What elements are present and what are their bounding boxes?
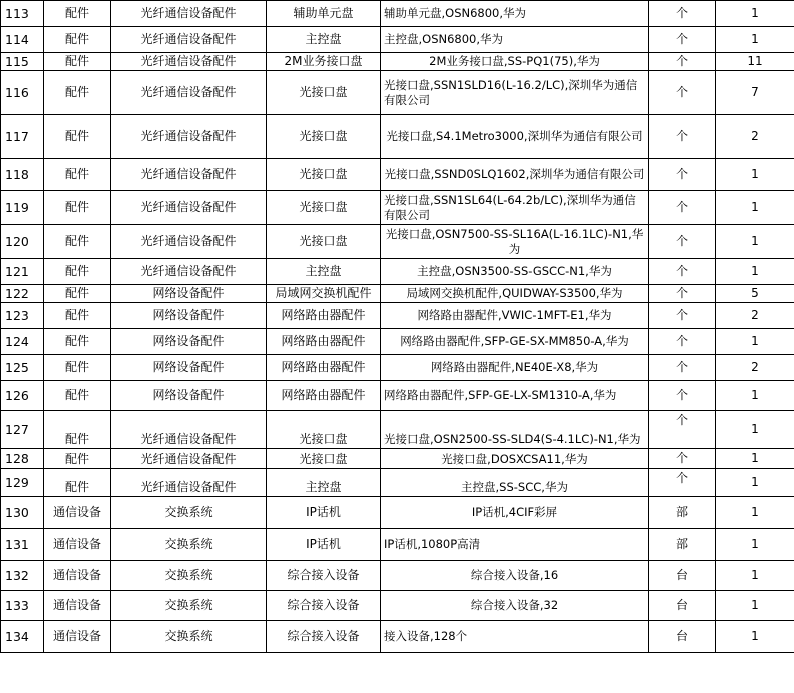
category: 通信设备 [44, 591, 111, 621]
equipment-type: 光纤通信设备配件 [111, 225, 267, 259]
category: 配件 [44, 449, 111, 469]
item-spec: 网络路由器配件,SFP-GE-SX-MM850-A,华为 [381, 329, 649, 355]
unit: 个 [649, 303, 716, 329]
item-spec: 光接口盘,DOSXCSA11,华为 [381, 449, 649, 469]
unit: 个 [649, 115, 716, 159]
row-number: 116 [1, 71, 44, 115]
equipment-type: 网络设备配件 [111, 303, 267, 329]
equipment-type: 光纤通信设备配件 [111, 469, 267, 497]
table-row [1, 71, 794, 115]
row-number: 115 [1, 53, 44, 71]
table-row [1, 1, 794, 27]
quantity: 2 [716, 303, 794, 329]
category: 配件 [44, 469, 111, 497]
item-spec: 网络路由器配件,NE40E-X8,华为 [381, 355, 649, 381]
item-spec: 2M业务接口盘,SS-PQ1(75),华为 [381, 53, 649, 71]
table-row [1, 591, 794, 621]
equipment-type: 网络设备配件 [111, 285, 267, 303]
quantity: 1 [716, 449, 794, 469]
quantity: 1 [716, 259, 794, 285]
unit: 个 [649, 53, 716, 71]
table-row [1, 259, 794, 285]
unit: 部 [649, 497, 716, 529]
equipment-type: 光纤通信设备配件 [111, 1, 267, 27]
unit: 台 [649, 591, 716, 621]
unit: 个 [649, 329, 716, 355]
row-number: 128 [1, 449, 44, 469]
equipment-type: 交换系统 [111, 529, 267, 561]
quantity: 2 [716, 115, 794, 159]
unit: 个 [649, 27, 716, 53]
unit: 个 [649, 469, 716, 497]
row-number: 131 [1, 529, 44, 561]
item-spec: 光接口盘,S4.1Metro3000,深圳华为通信有限公司 [381, 115, 649, 159]
category: 配件 [44, 285, 111, 303]
item-spec: 综合接入设备,16 [381, 561, 649, 591]
item-spec: 光接口盘,SSN1SLD16(L-16.2/LC),深圳华为通信有限公司 [381, 71, 649, 115]
item-name: 综合接入设备 [267, 591, 381, 621]
item-spec: 网络路由器配件,SFP-GE-LX-SM1310-A,华为 [381, 381, 649, 411]
unit: 个 [649, 449, 716, 469]
row-number: 125 [1, 355, 44, 381]
category: 配件 [44, 259, 111, 285]
category: 配件 [44, 381, 111, 411]
item-name: 综合接入设备 [267, 621, 381, 653]
row-number: 133 [1, 591, 44, 621]
item-spec: 光接口盘,OSN7500-SS-SL16A(L-16.1LC)-N1,华为 [381, 225, 649, 259]
table-row [1, 329, 794, 355]
category: 通信设备 [44, 497, 111, 529]
table-row [1, 115, 794, 159]
category: 配件 [44, 303, 111, 329]
quantity: 1 [716, 497, 794, 529]
category: 通信设备 [44, 621, 111, 653]
quantity: 1 [716, 529, 794, 561]
table-row [1, 303, 794, 329]
row-number: 123 [1, 303, 44, 329]
table-row [1, 449, 794, 469]
category: 配件 [44, 411, 111, 449]
item-name: 光接口盘 [267, 115, 381, 159]
quantity: 1 [716, 27, 794, 53]
table-row [1, 561, 794, 591]
category: 配件 [44, 225, 111, 259]
category: 配件 [44, 71, 111, 115]
item-name: IP话机 [267, 497, 381, 529]
table-row [1, 27, 794, 53]
item-spec: IP话机,4CIF彩屏 [381, 497, 649, 529]
row-number: 134 [1, 621, 44, 653]
row-number: 122 [1, 285, 44, 303]
table-row [1, 355, 794, 381]
item-name: 局域网交换机配件 [267, 285, 381, 303]
row-number: 132 [1, 561, 44, 591]
equipment-type: 光纤通信设备配件 [111, 449, 267, 469]
item-name: 网络路由器配件 [267, 355, 381, 381]
table-row [1, 285, 794, 303]
item-name: 光接口盘 [267, 191, 381, 225]
unit: 部 [649, 529, 716, 561]
item-name: 主控盘 [267, 259, 381, 285]
item-spec: 光接口盘,SSN1SL64(L-64.2b/LC),深圳华为通信有限公司 [381, 191, 649, 225]
unit: 台 [649, 621, 716, 653]
row-number: 129 [1, 469, 44, 497]
item-spec: 网络路由器配件,VWIC-1MFT-E1,华为 [381, 303, 649, 329]
item-name: 网络路由器配件 [267, 303, 381, 329]
quantity: 1 [716, 1, 794, 27]
item-spec: 光接口盘,OSN2500-SS-SLD4(S-4.1LC)-N1,华为 [381, 411, 649, 449]
item-name: 主控盘 [267, 469, 381, 497]
row-number: 126 [1, 381, 44, 411]
unit: 个 [649, 285, 716, 303]
item-spec: IP话机,1080P高清 [381, 529, 649, 561]
category: 配件 [44, 159, 111, 191]
table-row [1, 469, 794, 497]
quantity: 11 [716, 53, 794, 71]
table-row [1, 381, 794, 411]
quantity: 1 [716, 329, 794, 355]
unit: 个 [649, 71, 716, 115]
item-spec: 主控盘,SS-SCC,华为 [381, 469, 649, 497]
item-name: 网络路由器配件 [267, 381, 381, 411]
item-spec: 辅助单元盘,OSN6800,华为 [381, 1, 649, 27]
unit: 个 [649, 1, 716, 27]
quantity: 2 [716, 355, 794, 381]
unit: 个 [649, 355, 716, 381]
equipment-type: 交换系统 [111, 561, 267, 591]
unit: 台 [649, 561, 716, 591]
category: 配件 [44, 329, 111, 355]
table-row [1, 621, 794, 653]
equipment-type: 光纤通信设备配件 [111, 159, 267, 191]
equipment-type: 网络设备配件 [111, 329, 267, 355]
equipment-type: 交换系统 [111, 621, 267, 653]
quantity: 1 [716, 561, 794, 591]
item-name: 光接口盘 [267, 71, 381, 115]
table-row [1, 191, 794, 225]
table-row [1, 159, 794, 191]
item-spec: 局域网交换机配件,QUIDWAY-S3500,华为 [381, 285, 649, 303]
table-row [1, 411, 794, 449]
row-number: 130 [1, 497, 44, 529]
category: 配件 [44, 1, 111, 27]
equipment-type: 光纤通信设备配件 [111, 27, 267, 53]
unit: 个 [649, 259, 716, 285]
row-number: 120 [1, 225, 44, 259]
item-name: 综合接入设备 [267, 561, 381, 591]
item-spec: 综合接入设备,32 [381, 591, 649, 621]
unit: 个 [649, 225, 716, 259]
equipment-type: 光纤通信设备配件 [111, 191, 267, 225]
equipment-type: 网络设备配件 [111, 355, 267, 381]
row-number: 118 [1, 159, 44, 191]
equipment-type: 网络设备配件 [111, 381, 267, 411]
equipment-type: 光纤通信设备配件 [111, 53, 267, 71]
item-name: 光接口盘 [267, 411, 381, 449]
quantity: 1 [716, 225, 794, 259]
equipment-type: 交换系统 [111, 497, 267, 529]
item-name: 光接口盘 [267, 449, 381, 469]
item-name: 辅助单元盘 [267, 1, 381, 27]
quantity: 1 [716, 411, 794, 449]
category: 配件 [44, 191, 111, 225]
row-number: 121 [1, 259, 44, 285]
item-name: 主控盘 [267, 27, 381, 53]
quantity: 1 [716, 191, 794, 225]
row-number: 114 [1, 27, 44, 53]
equipment-type: 光纤通信设备配件 [111, 115, 267, 159]
quantity: 1 [716, 591, 794, 621]
item-spec: 主控盘,OSN3500-SS-GSCC-N1,华为 [381, 259, 649, 285]
unit: 个 [649, 381, 716, 411]
category: 通信设备 [44, 529, 111, 561]
table-row [1, 529, 794, 561]
row-number: 124 [1, 329, 44, 355]
item-name: 光接口盘 [267, 159, 381, 191]
row-number: 113 [1, 1, 44, 27]
category: 配件 [44, 355, 111, 381]
quantity: 7 [716, 71, 794, 115]
equipment-type: 交换系统 [111, 591, 267, 621]
quantity: 1 [716, 621, 794, 653]
equipment-type: 光纤通信设备配件 [111, 259, 267, 285]
equipment-type: 光纤通信设备配件 [111, 411, 267, 449]
item-name: 网络路由器配件 [267, 329, 381, 355]
equipment-type: 光纤通信设备配件 [111, 71, 267, 115]
item-name: IP话机 [267, 529, 381, 561]
quantity: 1 [716, 159, 794, 191]
category: 配件 [44, 115, 111, 159]
table-row [1, 53, 794, 71]
quantity: 1 [716, 469, 794, 497]
unit: 个 [649, 159, 716, 191]
unit: 个 [649, 411, 716, 449]
category: 配件 [44, 27, 111, 53]
item-spec: 接入设备,128个 [381, 621, 649, 653]
item-spec: 主控盘,OSN6800,华为 [381, 27, 649, 53]
category: 配件 [44, 53, 111, 71]
quantity: 1 [716, 381, 794, 411]
item-name: 2M业务接口盘 [267, 53, 381, 71]
row-number: 117 [1, 115, 44, 159]
item-spec: 光接口盘,SSND0SLQ1602,深圳华为通信有限公司 [381, 159, 649, 191]
quantity: 5 [716, 285, 794, 303]
row-number: 127 [1, 411, 44, 449]
row-number: 119 [1, 191, 44, 225]
table-row [1, 225, 794, 259]
item-name: 光接口盘 [267, 225, 381, 259]
category: 通信设备 [44, 561, 111, 591]
unit: 个 [649, 191, 716, 225]
table-row [1, 497, 794, 529]
